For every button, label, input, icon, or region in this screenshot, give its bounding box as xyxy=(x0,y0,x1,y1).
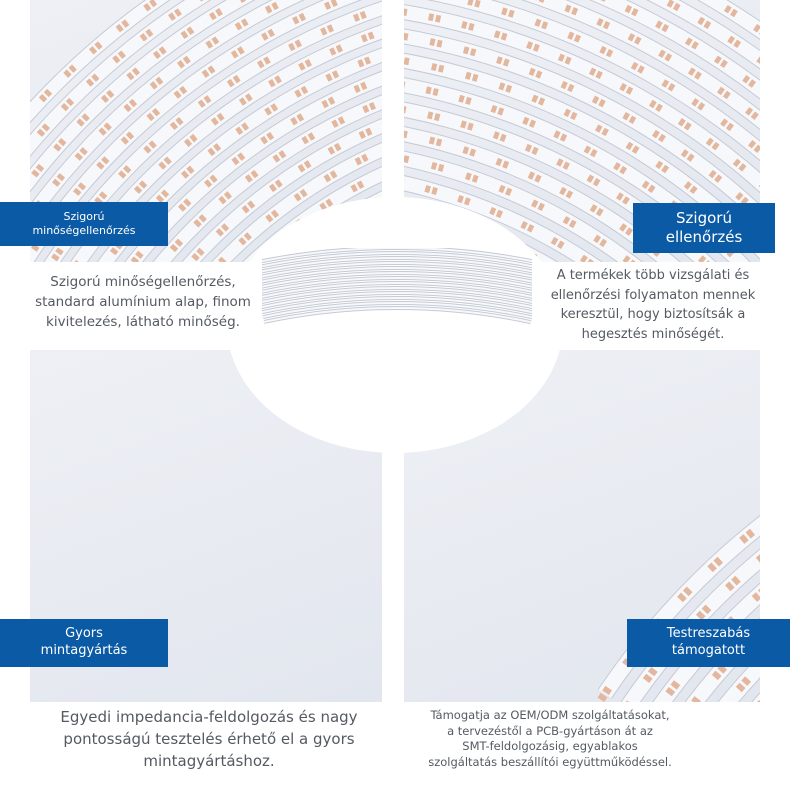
center-led-strip-bundle xyxy=(262,248,532,358)
description-top-right: A termékek több vizsgálati és ellenőrzési folyamaton mennek keresztül, hogy biztosítsák a hegesztés minőségét. xyxy=(550,268,756,342)
description-bottom-left: Egyedi impedancia-feldolgozás és nagy pontosságú tesztelés érhető el a gyors mintagyártáshoz. xyxy=(60,708,358,770)
badge-strict-quality-control: Szigorú minőségellenőrzés xyxy=(0,202,168,246)
description-top-left: Szigorú minőségellenőrzés, standard alumínium alap, finom kivitelezés, látható minőség. xyxy=(35,274,251,330)
badge-strict-inspection: Szigorú ellenőrzés xyxy=(633,203,775,253)
badge-customization-supported: Testreszabás támogatott xyxy=(627,619,790,667)
badge-fast-prototyping: Gyors mintagyártás xyxy=(0,619,168,667)
description-bottom-right: Támogatja az OEM/ODM szolgáltatásokat, a tervezéstől a PCB-gyártáson át az SMT-feldolgozásig, egyablakos szolgáltatás beszállítói együttműködéssel. xyxy=(428,708,672,769)
